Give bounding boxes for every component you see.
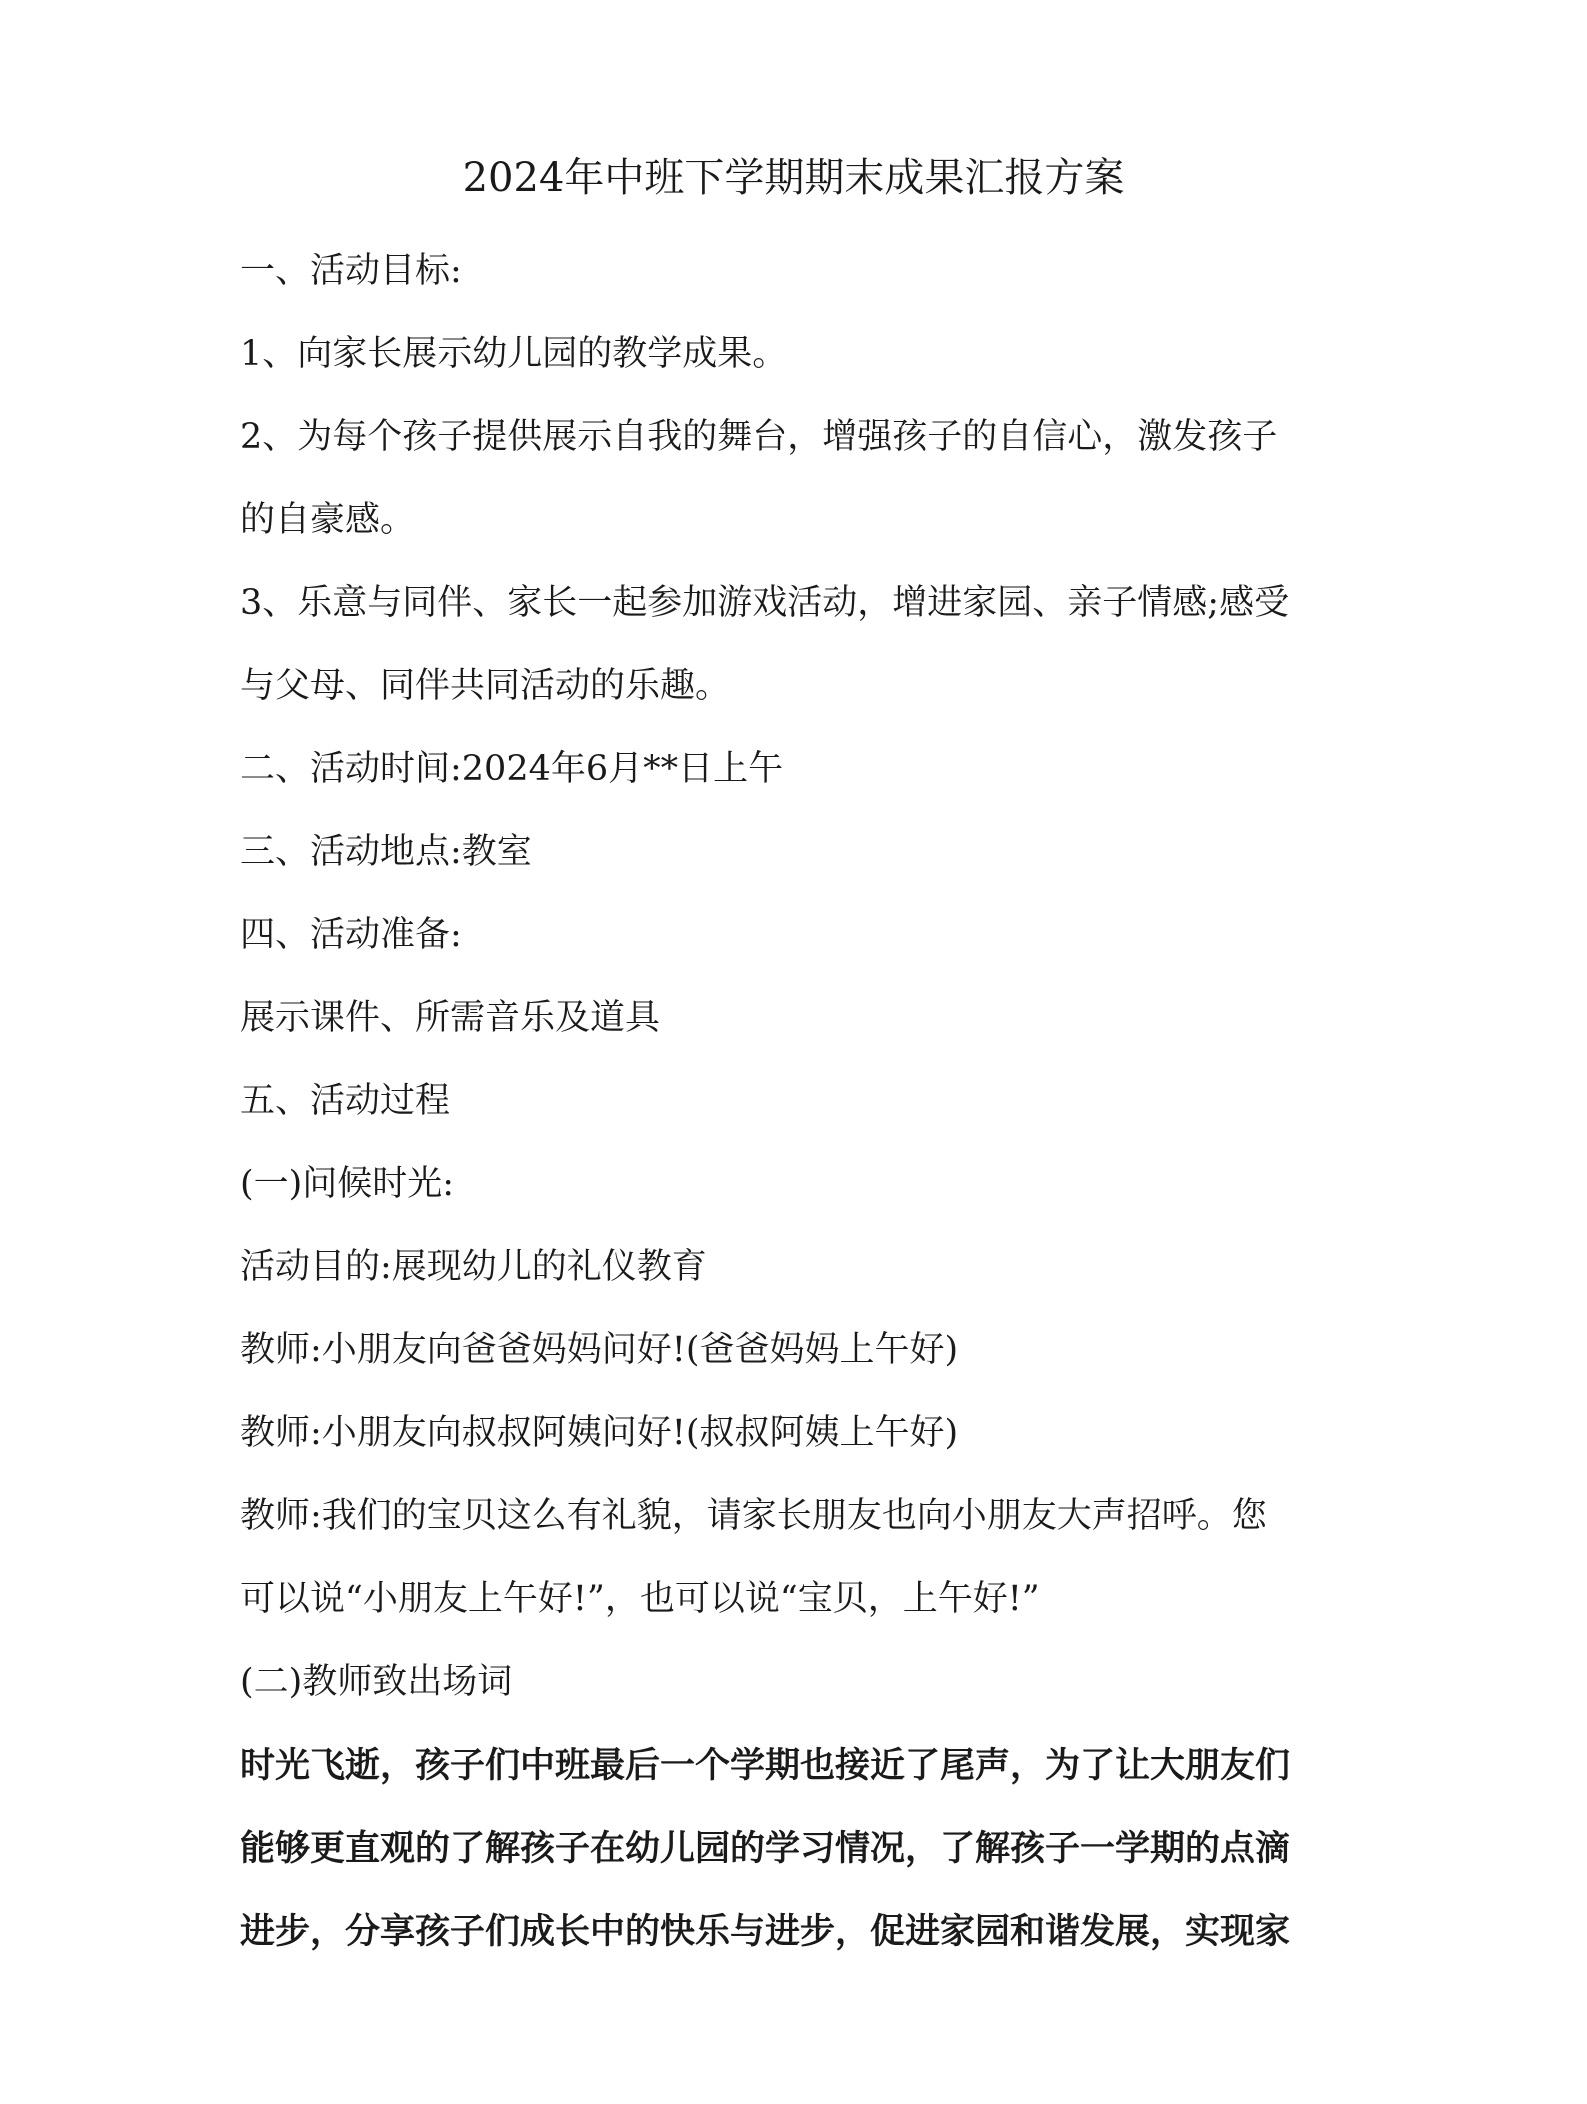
heading-activity-time: 二、活动时间:2024年6月**日上午 <box>240 749 784 789</box>
document-body <box>240 230 1340 1973</box>
goal-3-line-1: 3、乐意与同伴、家长一起参加游戏活动，增进家园、亲子情感;感受 <box>240 583 1290 623</box>
opening-speech-line-1: 时光飞逝，孩子们中班最后一个学期也接近了尾声，为了让大朋友们 <box>240 1745 1291 1786</box>
teacher-line-3-part-2: 可以说“小朋友上午好!”，也可以说“宝贝，上午好!” <box>240 1579 1040 1619</box>
heading-activity-goals: 一、活动目标: <box>240 251 462 291</box>
goal-1: 1、向家长展示幼儿园的教学成果。 <box>240 334 788 374</box>
teacher-line-3-part-1: 教师:我们的宝贝这么有礼貌，请家长朋友也向小朋友大声招呼。您 <box>240 1496 1267 1536</box>
preparation-items: 展示课件、所需音乐及道具 <box>240 998 661 1038</box>
opening-speech-line-2: 能够更直观的了解孩子在幼儿园的学习情况，了解孩子一学期的点滴 <box>240 1828 1291 1869</box>
document-title: 2024年中班下学期期末成果汇报方案 <box>462 155 1125 201</box>
subheading-teacher-opening: (二)教师致出场词 <box>240 1662 513 1702</box>
heading-activity-location: 三、活动地点:教室 <box>240 832 532 872</box>
goal-3-line-2: 与父母、同伴共同活动的乐趣。 <box>240 666 731 706</box>
heading-activity-preparation: 四、活动准备: <box>240 915 462 955</box>
teacher-line-1: 教师:小朋友向爸爸妈妈问好!(爸爸妈妈上午好) <box>240 1330 959 1370</box>
greeting-purpose: 活动目的:展现幼儿的礼仪教育 <box>240 1247 707 1287</box>
opening-speech-line-3: 进步，分享孩子们成长中的快乐与进步，促进家园和谐发展，实现家 <box>240 1911 1291 1952</box>
subheading-greeting-time: (一)问候时光: <box>240 1164 455 1204</box>
goal-2-line-1: 2、为每个孩子提供展示自我的舞台，增强孩子的自信心，激发孩子 <box>240 417 1278 457</box>
heading-activity-process: 五、活动过程 <box>240 1081 451 1121</box>
teacher-line-2: 教师:小朋友向叔叔阿姨问好!(叔叔阿姨上午好) <box>240 1413 959 1453</box>
goal-2-line-2: 的自豪感。 <box>240 500 416 540</box>
